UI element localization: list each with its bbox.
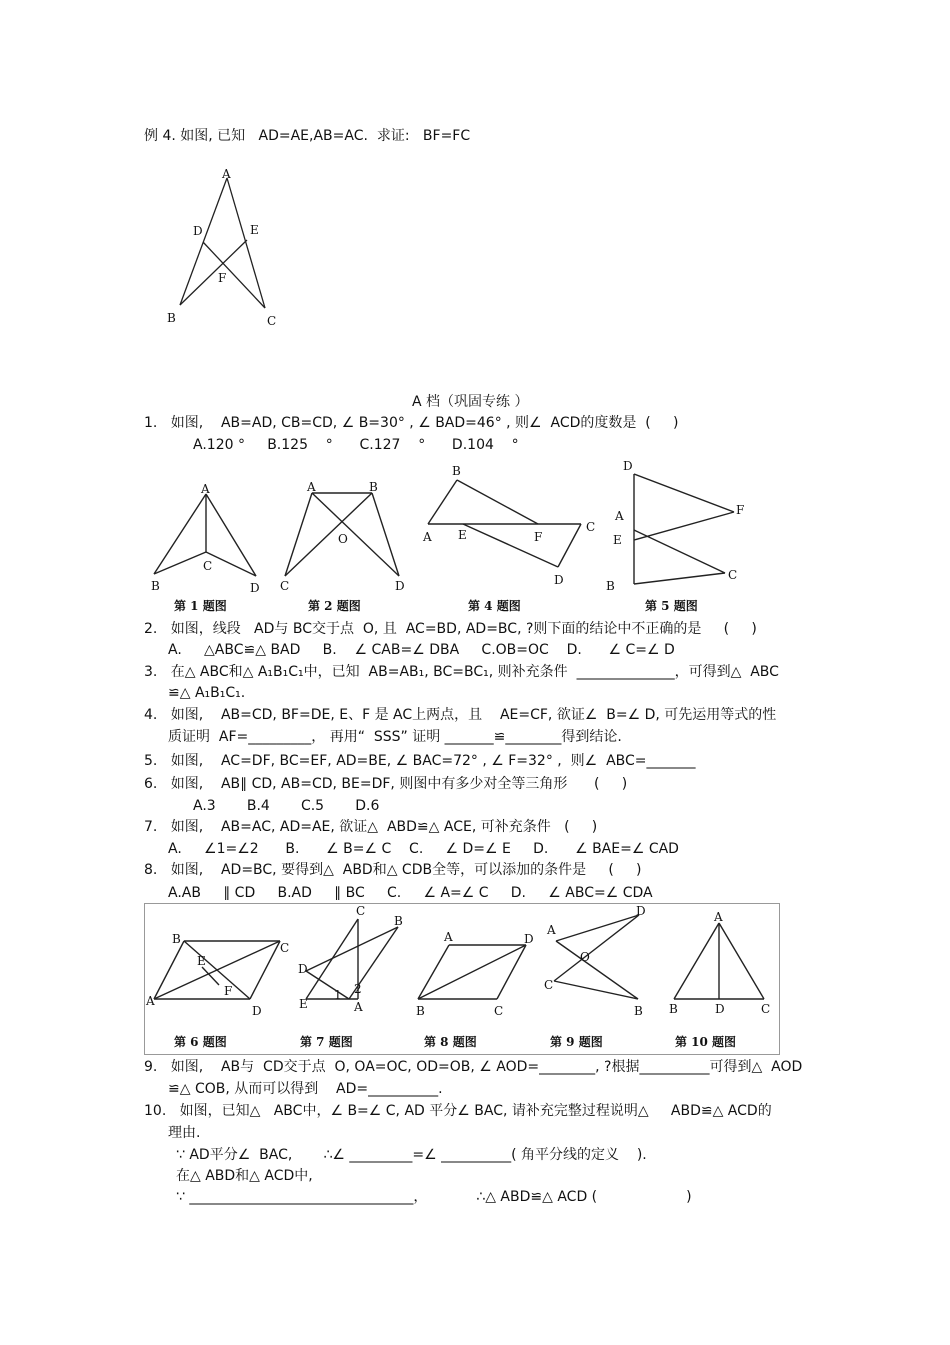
svg-text:E: E <box>299 997 308 1011</box>
caption-fig-5: 第 5 题图 <box>645 599 698 613</box>
svg-text:D: D <box>395 579 405 593</box>
svg-text:A: A <box>444 930 453 944</box>
question-9-line-1: 9. 如图, AB与 CD交于点 O, OA=OC, OD=OB, ∠ AOD=________, ?根据__________可得到△ AOD <box>144 1059 803 1075</box>
question-7-options: A. ∠1=∠2 B. ∠ B=∠ C C. ∠ D=∠ E D. ∠ BAE=∠ CAD <box>168 841 679 857</box>
question-10-line-1: 10. 如图，已知△ ABC中，∠ B=∠ C, AD 平分∠ BAC, 请补充完整过程说明△ ABD≌△ ACD的 <box>144 1103 772 1119</box>
svg-text:2: 2 <box>354 982 362 996</box>
svg-text:A: A <box>615 509 624 523</box>
caption-fig-9: 第 9 题图 <box>550 1035 603 1049</box>
svg-text:B: B <box>669 1002 678 1016</box>
svg-text:A: A <box>714 910 723 924</box>
svg-text:E: E <box>613 533 622 547</box>
svg-text:1: 1 <box>334 988 342 1002</box>
svg-text:C: C <box>586 520 596 534</box>
svg-text:F: F <box>534 530 543 544</box>
caption-fig-8: 第 8 题图 <box>424 1035 477 1049</box>
svg-text:E: E <box>458 528 467 542</box>
svg-text:D: D <box>554 573 564 587</box>
svg-text:B: B <box>369 480 378 494</box>
label-a: A <box>222 167 231 181</box>
svg-text:O: O <box>580 950 590 964</box>
svg-text:D: D <box>298 962 308 976</box>
svg-text:B: B <box>452 464 461 478</box>
question-10-line-3: ∵ AD平分∠ BAC, ∴∠ _________=∠ __________( 角平分线的定义 ). <box>176 1147 647 1163</box>
figures-row-1 <box>140 460 760 620</box>
svg-text:C: C <box>280 941 290 955</box>
question-9-line-2: ≌△ COB, 从而可以得到 AD=__________. <box>168 1081 443 1097</box>
svg-text:B: B <box>394 914 403 928</box>
question-3-line-2: ≌△ A₁B₁C₁. <box>168 685 246 701</box>
svg-text:C: C <box>544 978 554 992</box>
svg-text:C: C <box>761 1002 771 1016</box>
svg-text:D: D <box>252 1004 262 1018</box>
label-f: F <box>218 271 227 285</box>
question-4-line-1: 4. 如图, AB=CD, BF=DE, E、F 是 AC上两点，且 AE=CF, 欲证∠ B=∠ D, 可先运用等式的性 <box>144 707 777 723</box>
question-3-line-1: 3. 在△ ABC和△ A₁B₁C₁中，已知 AB=AB₁, BC=BC₁, 则补充条件 ______________，可得到△ ABC <box>144 664 779 680</box>
question-5: 5. 如图, AC=DF, BC=EF, AD=BE, ∠ BAC=72° , ∠ F=32° , 则∠ ABC=_______ <box>144 753 696 769</box>
svg-text:A: A <box>547 923 556 937</box>
label-c: C <box>267 314 277 328</box>
example-4-text: 例 4. 如图, 已知 AD=AE,AB=AC. 求证: BF=FC <box>144 128 471 144</box>
figures-row-2 <box>144 903 780 1055</box>
svg-text:D: D <box>715 1002 725 1016</box>
example-4-figure <box>160 160 290 330</box>
svg-text:A: A <box>423 530 432 544</box>
caption-fig-1: 第 1 题图 <box>174 599 227 613</box>
svg-text:A: A <box>307 480 316 494</box>
svg-text:A: A <box>201 482 210 496</box>
caption-fig-10: 第 10 题图 <box>675 1035 737 1049</box>
question-10-line-2: 理由. <box>168 1125 201 1141</box>
svg-text:B: B <box>416 1004 425 1018</box>
question-10-line-4: 在△ ABD和△ ACD中, <box>176 1168 313 1184</box>
svg-text:D: D <box>250 581 260 595</box>
caption-fig-4: 第 4 题图 <box>468 599 521 613</box>
caption-fig-2: 第 2 题图 <box>308 599 361 613</box>
question-1: 1. 如图, AB=AD, CB=CD, ∠ B=30° , ∠ BAD=46° , 则∠ ACD的度数是 ( ) <box>144 415 679 431</box>
question-10-line-5: ∵ ________________________________， ∴△ ABD≌△ ACD ( ) <box>176 1189 692 1205</box>
section-title: A 档（巩固专练 ） <box>412 394 529 410</box>
question-2-options: A. △ABC≌△ BAD B. ∠ CAB=∠ DBA C.OB=OC D. ∠ C=∠ D <box>168 642 675 658</box>
svg-text:A: A <box>146 994 155 1008</box>
svg-text:D: D <box>524 932 534 946</box>
svg-text:C: C <box>356 904 366 918</box>
label-d: D <box>193 224 203 238</box>
svg-text:B: B <box>172 932 181 946</box>
svg-text:E: E <box>197 954 206 968</box>
caption-fig-7: 第 7 题图 <box>300 1035 353 1049</box>
question-8: 8. 如图, AD=BC, 要得到△ ABD和△ CDB全等，可以添加的条件是 ( ) <box>144 862 642 878</box>
svg-text:C: C <box>203 559 213 573</box>
question-1-options: A.120 ° B.125 ° C.127 ° D.104 ° <box>193 437 519 453</box>
svg-text:B: B <box>606 579 615 593</box>
caption-fig-6: 第 6 题图 <box>174 1035 227 1049</box>
label-e: E <box>250 223 259 237</box>
question-8-options: A.AB ∥ CD B.AD ∥ BC C. ∠ A=∠ C D. ∠ ABC=∠ CDA <box>168 885 653 901</box>
question-6: 6. 如图, AB∥ CD, AB=CD, BE=DF, 则图中有多少对全等三角形 ( ) <box>144 776 628 792</box>
svg-text:O: O <box>338 532 348 546</box>
svg-text:C: C <box>494 1004 504 1018</box>
svg-text:F: F <box>736 503 745 517</box>
svg-text:D: D <box>636 904 646 918</box>
svg-text:B: B <box>151 579 160 593</box>
question-4-line-2: 质证明 AF=_________， 再用“ SSS” 证明 _______≌________得到结论. <box>168 729 622 745</box>
svg-text:A: A <box>354 1000 363 1014</box>
question-6-options: A.3 B.4 C.5 D.6 <box>193 798 380 814</box>
svg-text:F: F <box>224 984 233 998</box>
svg-text:C: C <box>728 568 738 582</box>
question-2: 2. 如图，线段 AD与 BC交于点 O, 且 AC=BD, AD=BC, ?则下面的结论中不正确的是 ( ) <box>144 621 757 637</box>
question-7: 7. 如图, AB=AC, AD=AE, 欲证△ ABD≌△ ACE, 可补充条件 ( ) <box>144 819 598 835</box>
svg-text:B: B <box>634 1004 643 1018</box>
svg-text:D: D <box>623 459 633 473</box>
label-b: B <box>167 311 176 325</box>
svg-text:C: C <box>280 579 290 593</box>
